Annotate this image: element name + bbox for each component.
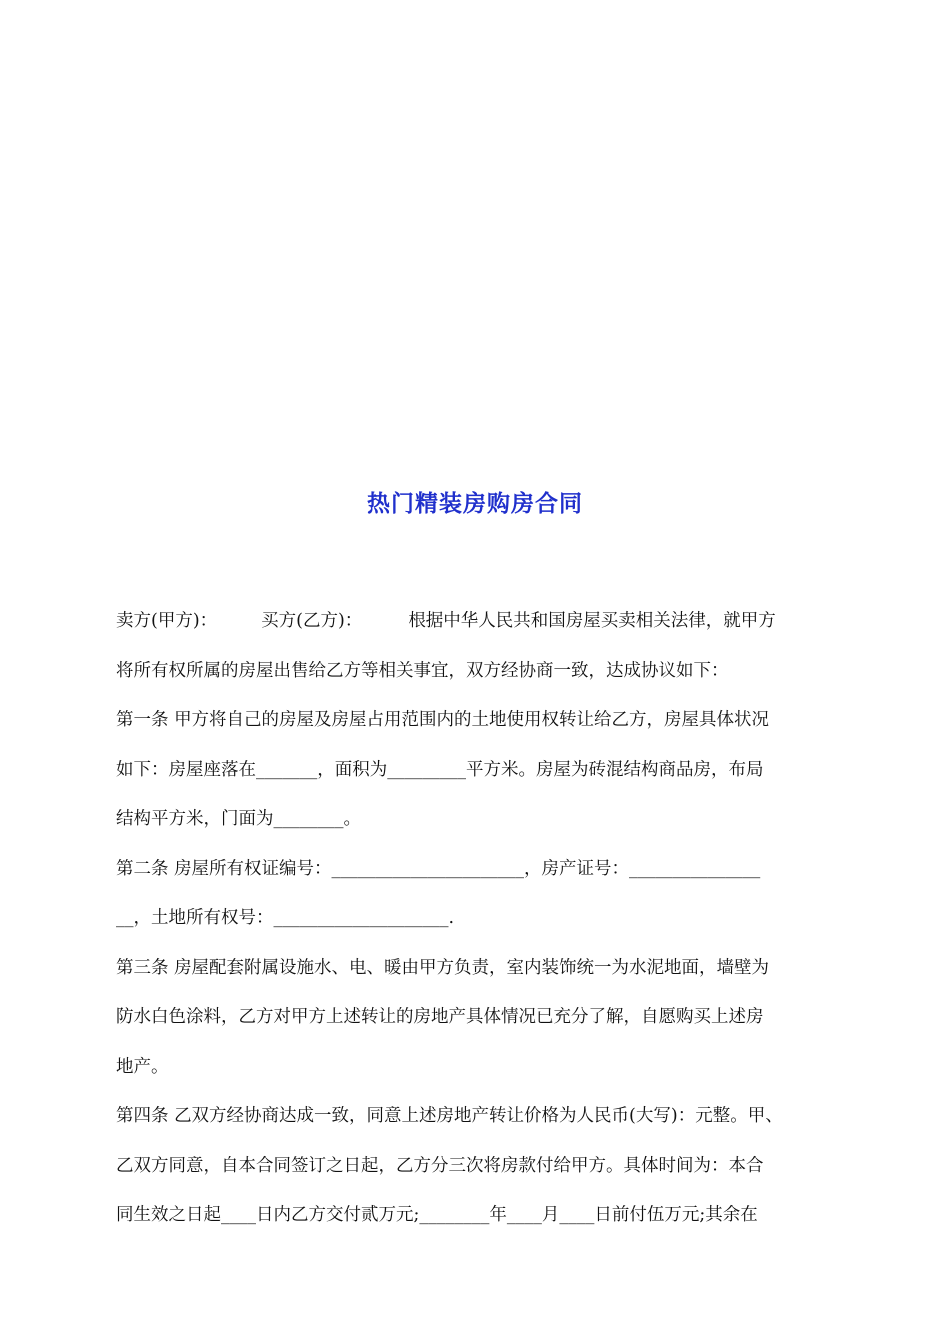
contract-body bbox=[116, 597, 840, 1241]
document-title: 热门精装房购房合同 bbox=[367, 490, 583, 517]
paragraph-line: __，土地所有权号：____________________. bbox=[116, 908, 455, 928]
paragraph-line: 如下：房屋座落在_______，面积为_________平方米。房屋为砖混结构商品房，布局 bbox=[116, 759, 764, 780]
paragraph-line bbox=[116, 597, 840, 647]
paragraph-line: 地产。 bbox=[116, 1056, 169, 1077]
paragraph-line: 将所有权所属的房屋出售给乙方等相关事宜，双方经协商一致，达成协议如下： bbox=[116, 660, 729, 681]
paragraph-line: 防水白色涂料，乙方对甲方上述转让的房地产具体情况已充分了解，自愿购买上述房 bbox=[116, 1007, 764, 1027]
buyer-label: 买方(乙方)： bbox=[261, 611, 363, 631]
article-4-line: 第四条 乙双方经协商达成一致，同意上述房地产转让价格为人民币(大写)：元整。甲、 bbox=[116, 1106, 783, 1126]
seller-label: 卖方(甲方)： bbox=[116, 611, 218, 631]
article-3-line: 第三条 房屋配套附属设施水、电、暖由甲方负责，室内装饰统一为水泥地面，墙壁为 bbox=[116, 957, 770, 978]
preamble-text: 根据中华人民共和国房屋买卖相关法律，就甲方 bbox=[408, 611, 776, 631]
paragraph-line: 同生效之日起____日内乙方交付贰万元;________年____月____日前付伍万元;其余在 bbox=[116, 1205, 758, 1225]
paragraph-line: 乙双方同意，自本合同签订之日起，乙方分三次将房款付给甲方。具体时间为：本合 bbox=[116, 1155, 764, 1176]
article-1-line: 第一条 甲方将自己的房屋及房屋占用范围内的土地使用权转让给乙方，房屋具体状况 bbox=[116, 710, 770, 730]
article-2-line: 第二条 房屋所有权证编号：______________________，房产证号：_______________ bbox=[116, 858, 761, 879]
paragraph-line: 结构平方米，门面为________。 bbox=[116, 809, 361, 829]
